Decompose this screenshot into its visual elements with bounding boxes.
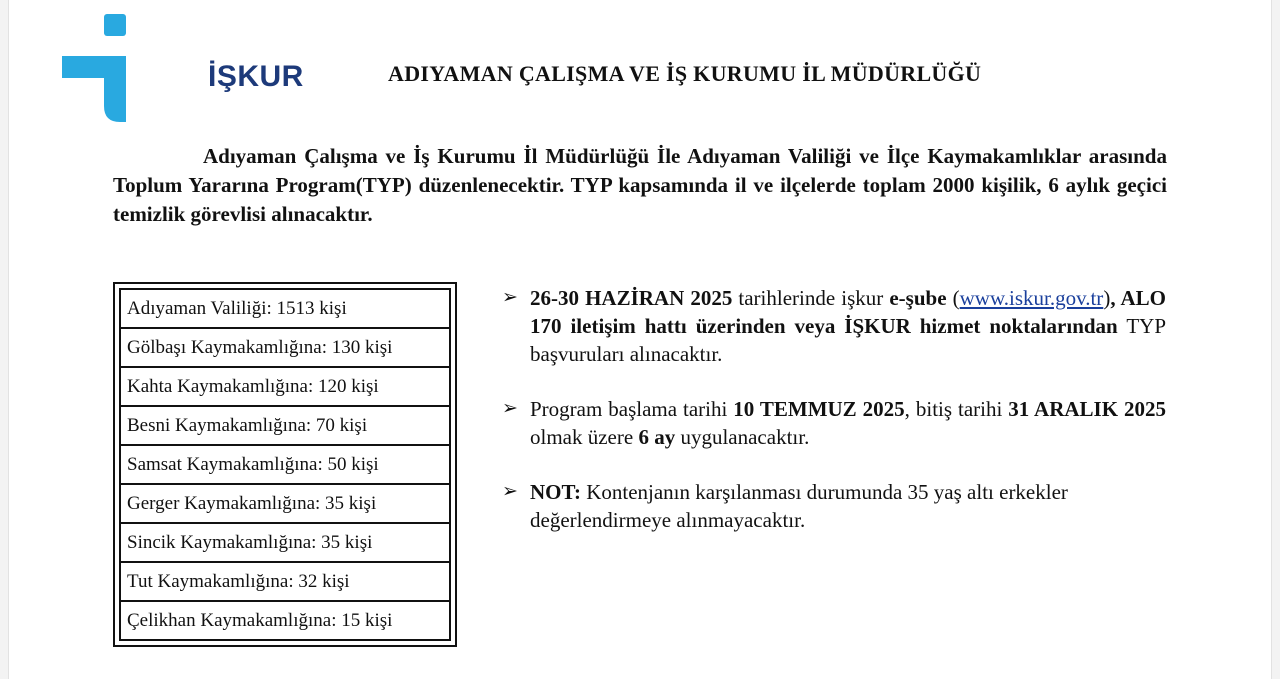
note-body: Kontenjanın karşılanması durumunda 35 yaş altı erkekler değerlendirmeye alınmayacaktır. (530, 480, 1068, 532)
program-duration: 6 ay (638, 425, 676, 449)
page-edge-left (0, 0, 9, 679)
quota-table (113, 282, 457, 647)
note-text (530, 478, 1166, 534)
quota-row: Çelikhan Kaymakamlığına: 15 kişi (119, 600, 451, 641)
paren-open: ( (946, 286, 960, 310)
application-channels: , ALO 170 iletişim hattı üzerinden veya İŞKUR hizmet noktalarından (530, 286, 1166, 338)
intro-paragraph: Adıyaman Çalışma ve İş Kurumu İl Müdürlüğü İle Adıyaman Valiliği ve İlçe Kaymakamlıklar arasında Toplum Yararına Program(TYP) düzenlenecektir. TYP kapsamında il ve ilçelerde toplam 2000 kişilik, 6 aylık geçici temizlik görevlisi alınacaktır. (113, 144, 1167, 226)
esube-label: e-şube (889, 286, 947, 310)
page-edge-right (1271, 0, 1280, 679)
program-start-date: 10 TEMMUZ 2025 (733, 397, 905, 421)
quota-row: Besni Kaymakamlığına: 70 kişi (119, 405, 451, 446)
paren-close: ) (1103, 286, 1111, 310)
note-label: NOT: (530, 480, 581, 504)
bullet-note (502, 478, 1166, 534)
iskur-logo (60, 12, 304, 124)
info-bullets (502, 284, 1166, 561)
bullet-application (502, 284, 1166, 368)
application-text (530, 284, 1166, 368)
arrow-bullet-icon: ➢ (502, 398, 518, 419)
arrow-bullet-icon: ➢ (502, 481, 518, 502)
application-text-2: TYP başvuruları alınacaktır. (530, 314, 1167, 366)
quota-row: Gerger Kaymakamlığına: 35 kişi (119, 483, 451, 524)
quota-row: Gölbaşı Kaymakamlığına: 130 kişi (119, 327, 451, 368)
iskur-logo-icon (60, 12, 140, 124)
quota-row: Samsat Kaymakamlığına: 50 kişi (119, 444, 451, 485)
program-text-1: Program başlama tarihi (530, 397, 734, 421)
program-text (530, 395, 1166, 451)
quota-row: Sincik Kaymakamlığına: 35 kişi (119, 522, 451, 563)
arrow-bullet-icon: ➢ (502, 287, 518, 308)
quota-row: Kahta Kaymakamlığına: 120 kişi (119, 366, 451, 407)
quota-row: Tut Kaymakamlığına: 32 kişi (119, 561, 451, 602)
quota-row: Adıyaman Valiliği: 1513 kişi (119, 288, 451, 329)
application-text-1: tarihlerinde işkur (732, 286, 890, 310)
bullet-program (502, 395, 1166, 451)
application-dates: 26-30 HAZİRAN 2025 (530, 286, 733, 310)
logo-text: İŞKUR (208, 60, 304, 93)
iskur-website-link[interactable]: www.iskur.gov.tr (959, 286, 1104, 310)
program-text-4: uygulanacaktır. (675, 425, 810, 449)
program-end-date: 31 ARALIK 2025 (1008, 397, 1166, 421)
program-text-3: olmak üzere (530, 425, 639, 449)
program-text-2: , bitiş tarihi (904, 397, 1009, 421)
page-title: ADIYAMAN ÇALIŞMA VE İŞ KURUMU İL MÜDÜRLÜĞÜ (388, 61, 982, 86)
